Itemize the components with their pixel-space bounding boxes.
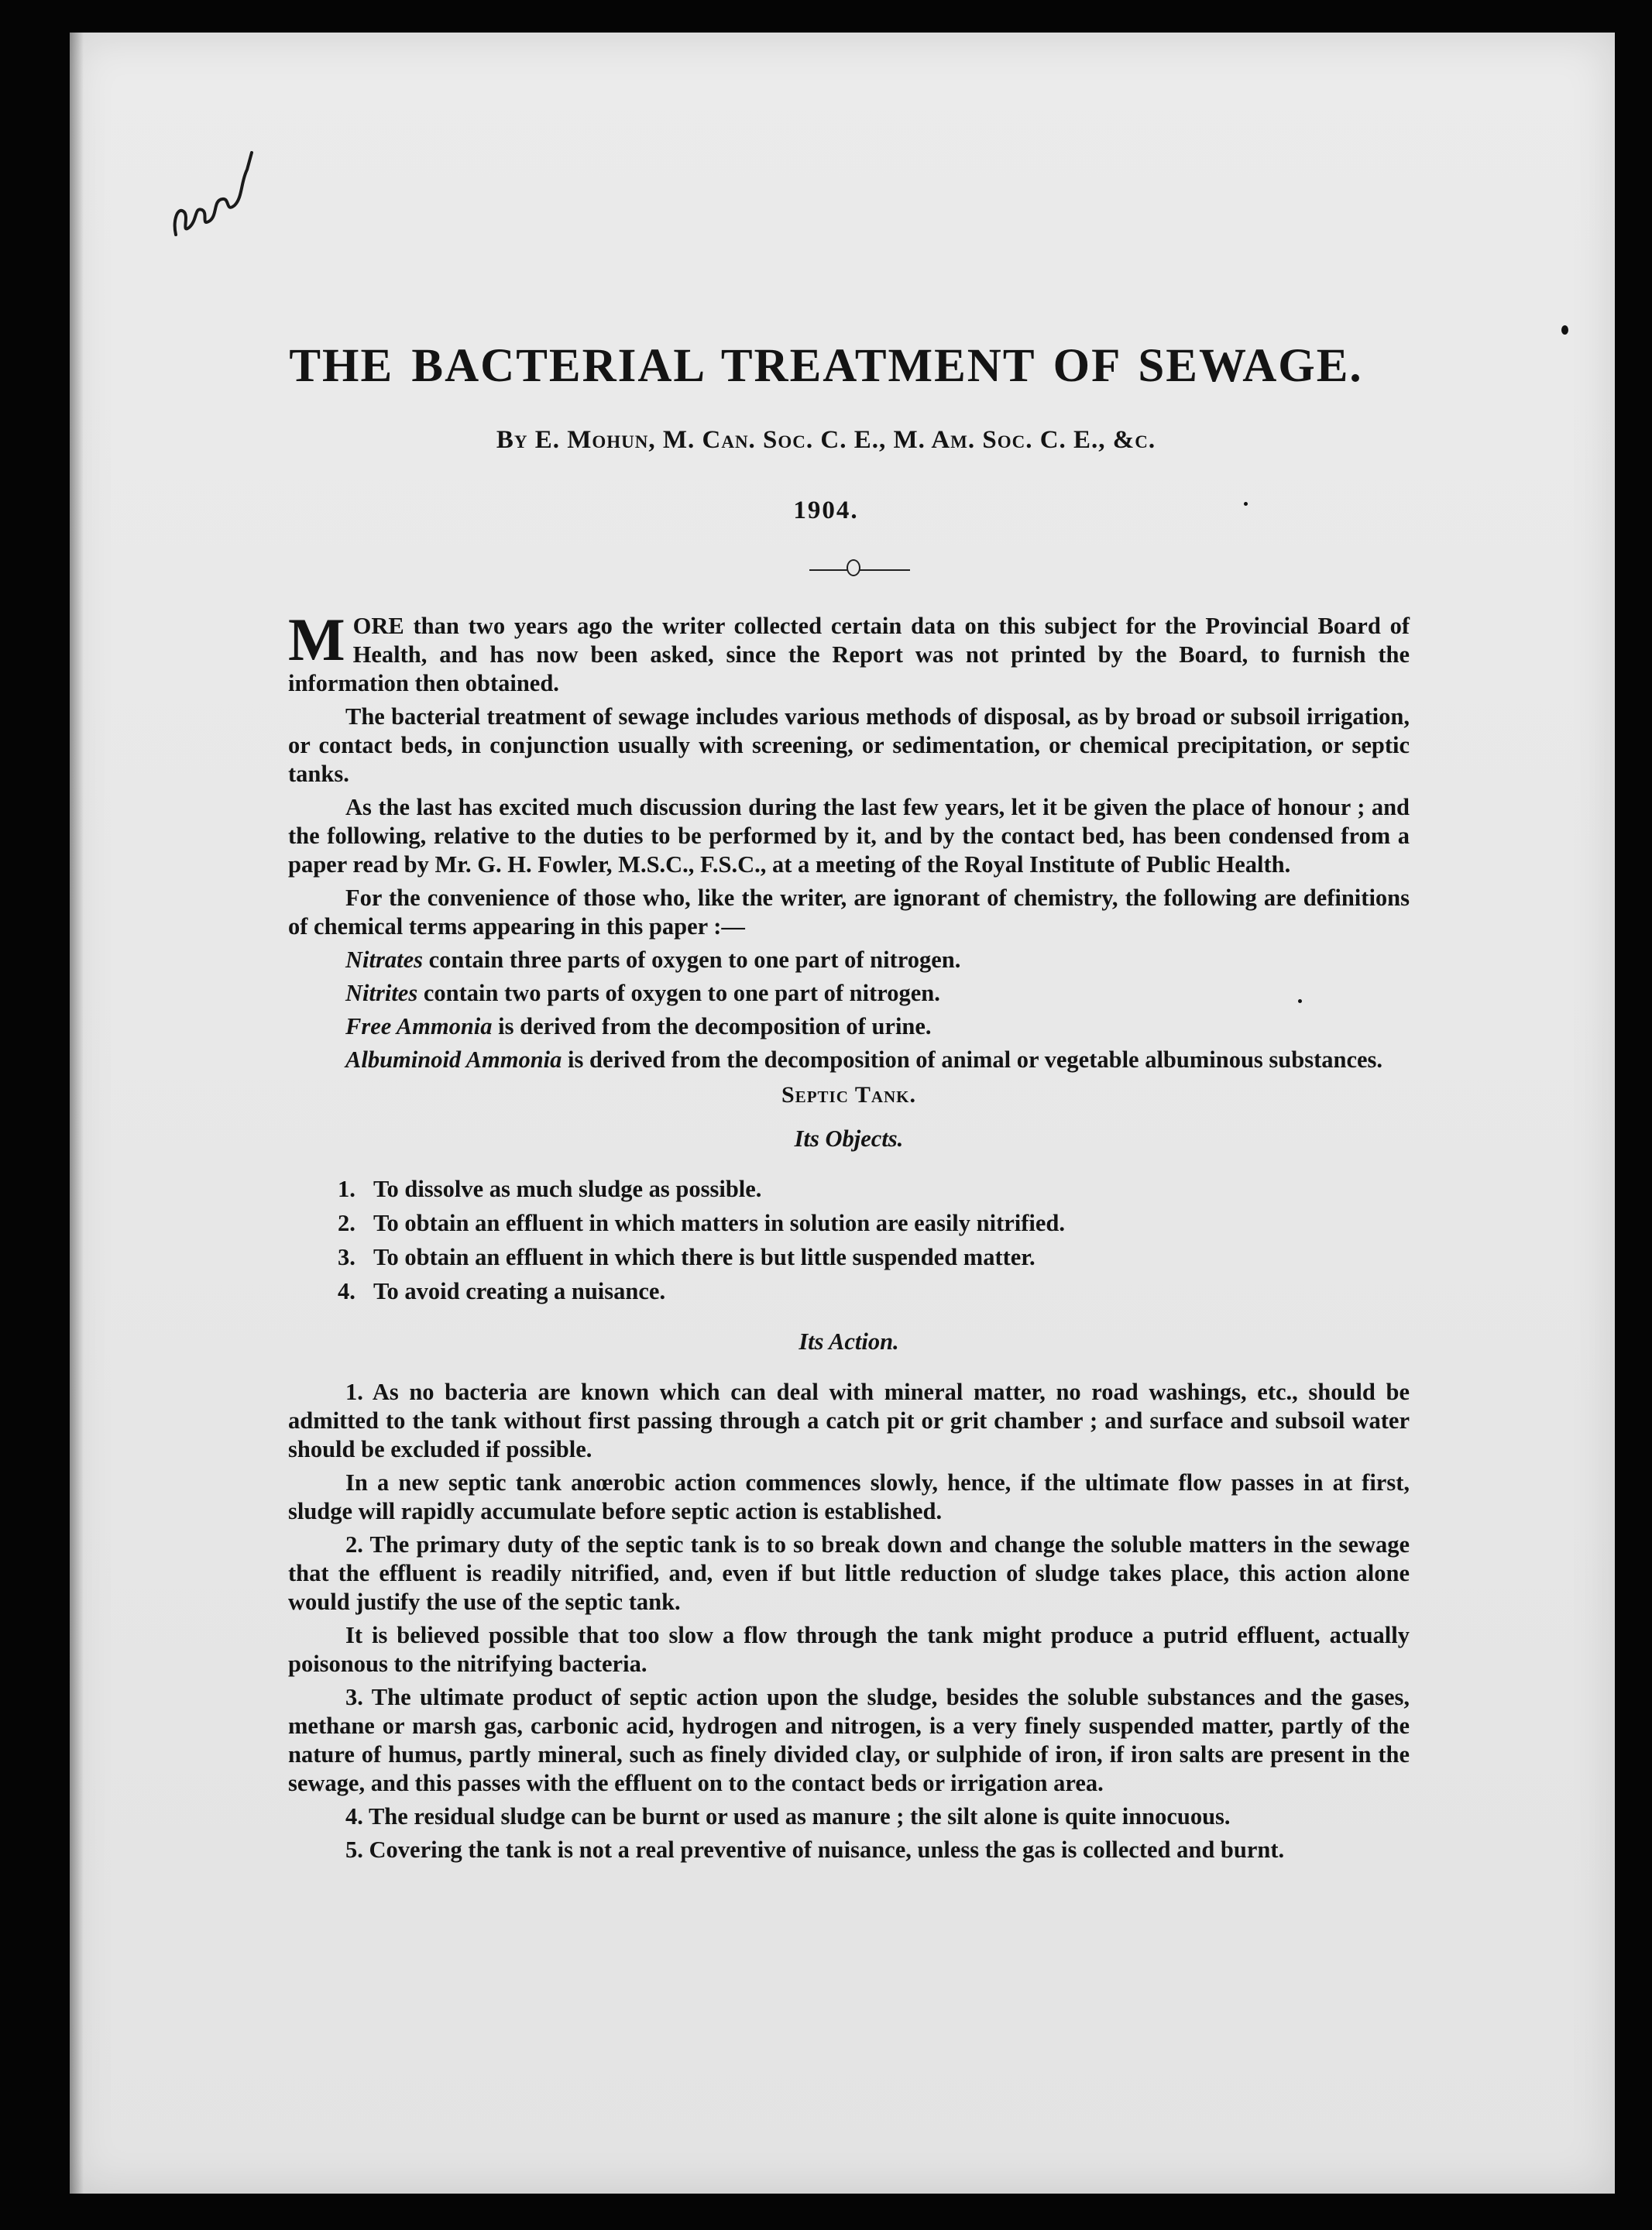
definition-text: is derived from the decomposition of animal or vegetable albuminous substances. bbox=[562, 1046, 1383, 1073]
intro-paragraph bbox=[288, 606, 1410, 698]
list-item bbox=[288, 1243, 1410, 1272]
list-text: To dissolve as much sludge as possible. bbox=[373, 1176, 762, 1202]
action-paragraph: In a new septic tank anœrobic action commences slowly, hence, if the ultimate flow passes in at first, sludge will rapidly accumulate before septic action is established. bbox=[288, 1469, 1410, 1524]
subheading-action: Its Action. bbox=[799, 1328, 899, 1355]
list-text: To obtain an effluent in which there is but little suspended matter. bbox=[373, 1244, 1036, 1270]
definition-text: is derived from the decomposition of urine. bbox=[492, 1013, 932, 1039]
definition-item bbox=[288, 1012, 1410, 1041]
list-text: To avoid creating a nuisance. bbox=[373, 1278, 666, 1304]
definition-item bbox=[288, 946, 1410, 974]
objects-list bbox=[288, 1175, 1410, 1306]
action-paragraph: 1. As no bacteria are known which can deal with mineral matter, no road washings, etc., should be admitted to the tank without first passing through a catch pit or grit chamber ; and surface and subsoil water should be excluded if possible. bbox=[288, 1379, 1410, 1462]
definition-text: contain three parts of oxygen to one part of nitrogen. bbox=[422, 947, 961, 973]
list-text: To obtain an effluent in which matters in solution are easily nitrified. bbox=[373, 1210, 1066, 1236]
list-item bbox=[288, 1175, 1410, 1204]
subheading-objects: Its Objects. bbox=[794, 1125, 904, 1152]
handwritten-mark-icon bbox=[167, 136, 259, 252]
paragraph-methods: The bacterial treatment of sewage includes various methods of disposal, as by broad or subsoil irrigation, or contact beds, in conjunction usually with screening, or sedimentation, or chemical precipitation, or septic tanks. bbox=[288, 703, 1410, 787]
definition-term: Albuminoid Ammonia bbox=[345, 1046, 562, 1073]
list-number: 2. bbox=[338, 1210, 355, 1236]
definition-text: contain two parts of oxygen to one part of nitrogen. bbox=[417, 980, 940, 1006]
action-paragraph: 4. The residual sludge can be burnt or used as manure ; the silt alone is quite innocuous. bbox=[345, 1803, 1231, 1830]
ink-speck bbox=[1561, 325, 1568, 335]
action-paragraph: 2. The primary duty of the septic tank is to so break down and change the soluble matters in the sewage that the effluent is readily nitrified, and, even if but little reduction of sludge takes place, this action alone would justify the use of the septic tank. bbox=[288, 1531, 1410, 1615]
drop-cap: M bbox=[288, 606, 345, 673]
list-number: 4. bbox=[338, 1278, 355, 1304]
definition-term: Nitrates bbox=[345, 947, 423, 973]
document-title: THE BACTERIAL TREATMENT OF SEWAGE. bbox=[289, 340, 1363, 392]
intro-text: ORE than two years ago the writer collected certain data on this subject for the Provincial Board of Health, and has now been asked, since the Report was not printed by the Board, to furnish the information then obtained. bbox=[288, 613, 1410, 696]
definition-item bbox=[288, 1046, 1410, 1074]
list-item bbox=[288, 1209, 1410, 1238]
list-number: 1. bbox=[338, 1176, 355, 1202]
action-paragraph: 5. Covering the tank is not a real preventive of nuisance, unless the gas is collected and burnt. bbox=[345, 1837, 1285, 1863]
definition-item bbox=[288, 979, 1410, 1008]
document-body bbox=[288, 606, 1410, 1869]
definition-term: Free Ammonia bbox=[345, 1013, 493, 1039]
publication-year: 1904. bbox=[793, 497, 859, 524]
divider-ornament bbox=[847, 559, 860, 576]
author-byline: By E. Mohun, M. Can. Soc. C. E., M. Am. Soc. C. E., &c. bbox=[496, 426, 1156, 454]
definition-term: Nitrites bbox=[345, 980, 418, 1006]
list-item bbox=[288, 1277, 1410, 1306]
action-paragraph: 3. The ultimate product of septic action upon the sludge, besides the soluble substances and the gases, methane or marsh gas, carbonic acid, hydrogen and nitrogen, is a very finely suspended matter, partly of the nature of humus, partly mineral, such as finely divided clay, or sulphide of iron, if iron salts are present in the sewage, and this passes with the effluent on to the contact beds or irrigation area. bbox=[288, 1684, 1410, 1796]
action-paragraph: It is believed possible that too slow a flow through the tank might produce a putrid effluent, actually poisonous to the nitrifying bacteria. bbox=[288, 1622, 1410, 1677]
paragraph-discussion: As the last has excited much discussion during the last few years, let it be given the place of honour ; and the following, relative to the duties to be performed by it, and by the contact bed, has been condensed from a paper read by Mr. G. H. Fowler, M.S.C., F.S.C., at a meeting of the Royal Institute of Public Health. bbox=[288, 794, 1410, 878]
list-number: 3. bbox=[338, 1244, 355, 1270]
paragraph-definitions-intro: For the convenience of those who, like the writer, are ignorant of chemistry, the following are definitions of chemical terms appearing in this paper :— bbox=[288, 885, 1410, 940]
section-heading-septic-tank: Septic Tank. bbox=[781, 1082, 916, 1108]
